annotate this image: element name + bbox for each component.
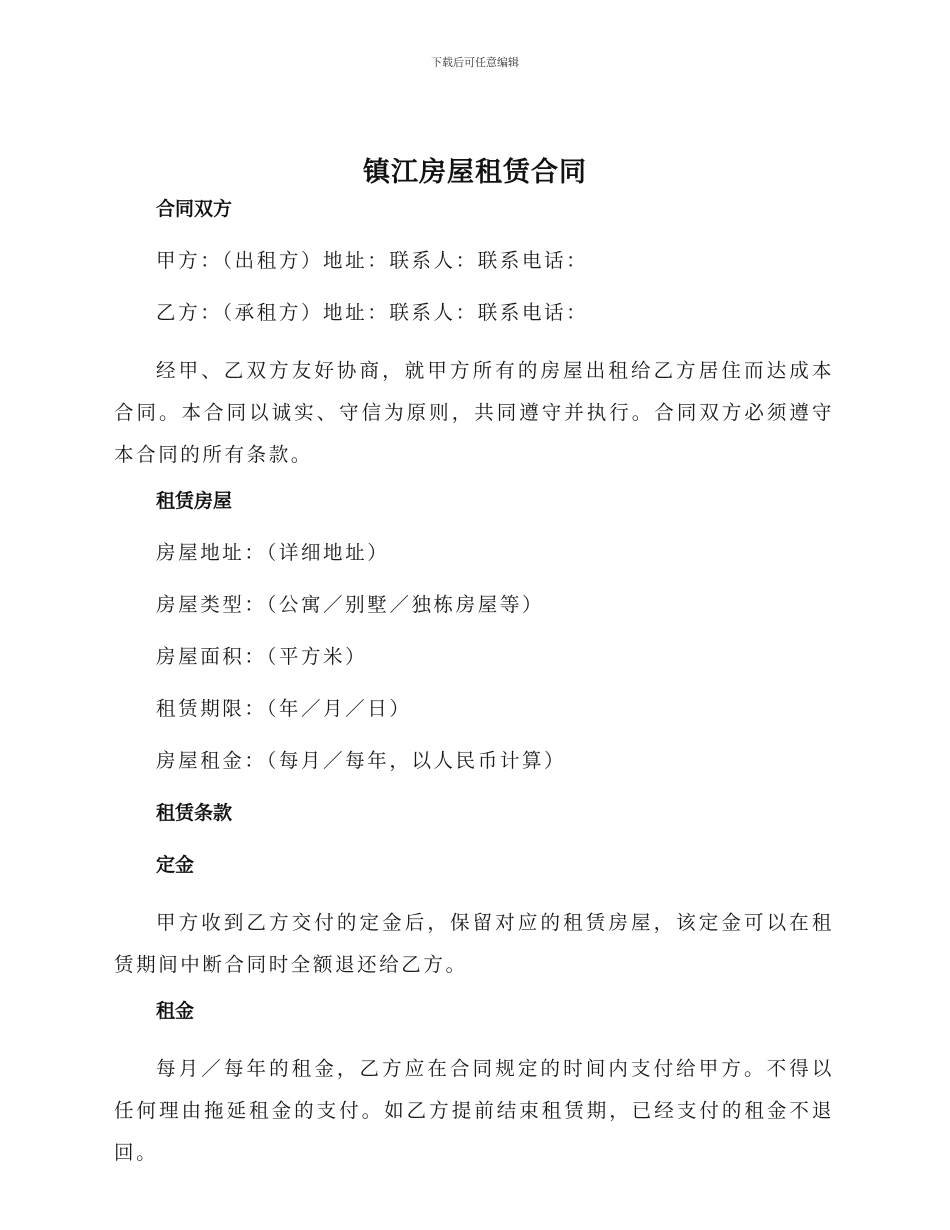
intro-paragraph: 经甲、乙双方友好协商，就甲方所有的房屋出租给乙方居住而达成本合同。本合同以诚实、守信为原则，共同遵守并执行。合同双方必须遵守本合同的所有条款。 (114, 359, 834, 466)
property-type-line: 房屋类型：（公寓／别墅／独栋房屋等） (156, 593, 545, 616)
party-b-line: 乙方：（承租方）地址：联系人：联系电话： (156, 301, 589, 324)
header-note: 下载后可任意编辑 (431, 56, 519, 69)
section-heading-terms: 租赁条款 (156, 802, 233, 824)
subheading-deposit: 定金 (156, 854, 195, 876)
document-title: 镇江房屋租赁合同 (363, 157, 587, 188)
section-heading-parties: 合同双方 (156, 198, 233, 220)
property-rent-line: 房屋租金：（每月／每年，以人民币计算） (156, 749, 567, 772)
property-area-line: 房屋面积：（平方米） (156, 645, 368, 668)
section-heading-property: 租赁房屋 (156, 490, 233, 512)
party-a-line: 甲方：（出租方）地址：联系人：联系电话： (156, 249, 589, 272)
deposit-paragraph: 甲方收到乙方交付的定金后，保留对应的租赁房屋，该定金可以在租赁期间中断合同时全额退还给乙方。 (114, 911, 834, 976)
document-body (114, 194, 834, 1184)
subheading-rent: 租金 (156, 1000, 195, 1022)
lease-term-line: 租赁期限：（年／月／日） (156, 697, 412, 720)
property-address-line: 房屋地址：（详细地址） (156, 541, 390, 564)
rent-paragraph: 每月／每年的租金，乙方应在合同规定的时间内支付给甲方。不得以任何理由拖延租金的支付。如乙方提前结束租赁期，已经支付的租金不退回。 (114, 1057, 834, 1164)
